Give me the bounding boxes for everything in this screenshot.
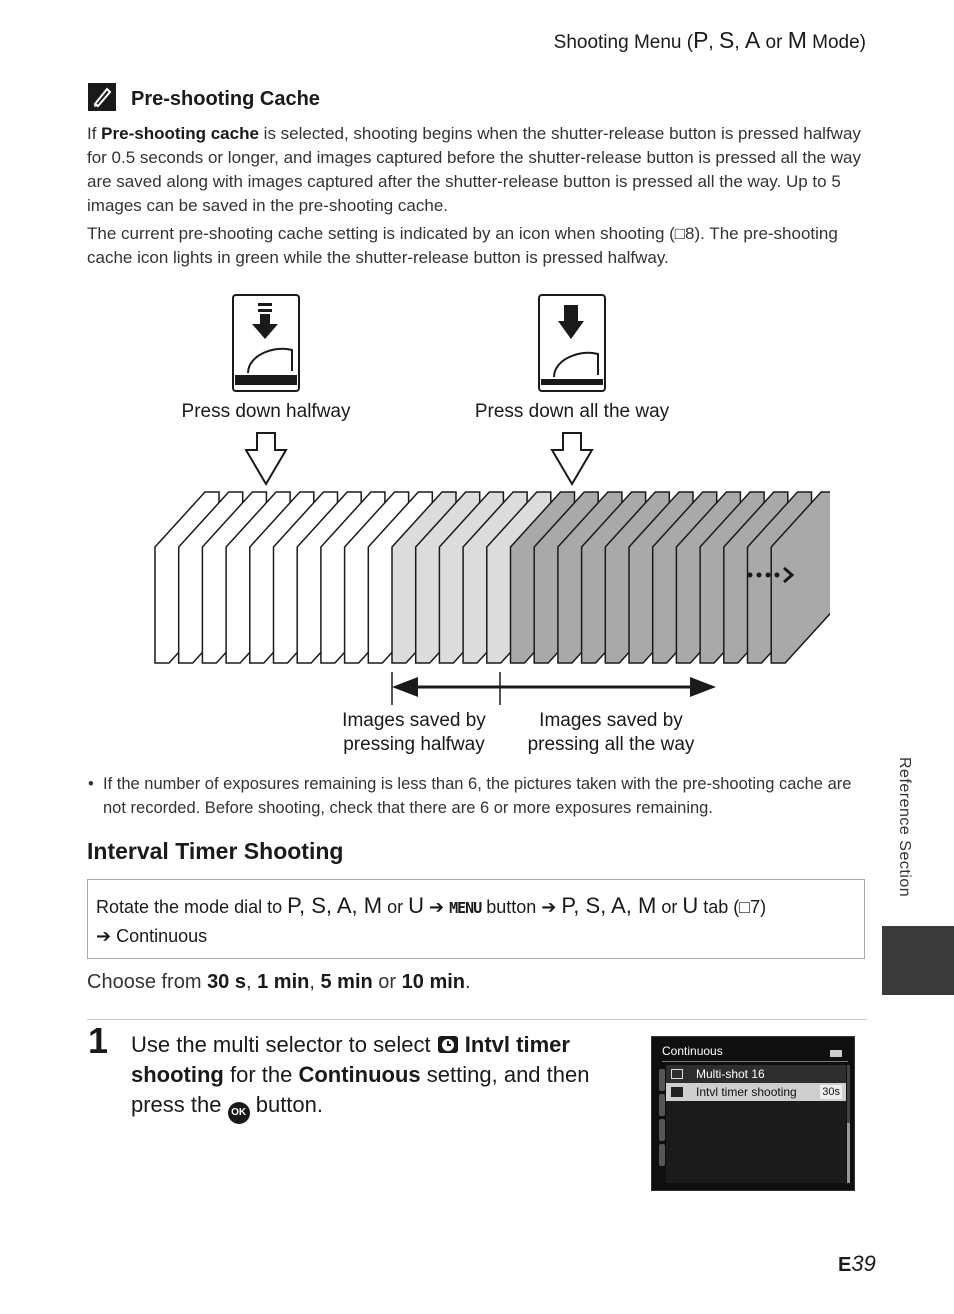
step-text-part: for the [223,1062,299,1087]
p1-bold: Pre-shooting cache [101,124,259,143]
bullet-text: If the number of exposures remaining is less than 6, the pictures taken with the pre-shooting cache are not recorded. Before shooting, check that there are 6 or more exposures remaining. [103,775,852,817]
page-number [838,1251,876,1277]
menu-path-text: ➔ Continuous [96,926,208,946]
header-suffix: Mode) [806,32,866,53]
screen-divider [662,1061,848,1062]
step-bold: Continuous [298,1062,421,1087]
step-text-part: setting, and then press the [131,1062,590,1117]
menu-item-value: 30s [822,1086,840,1098]
note-pencil-icon [88,83,116,111]
section-title: Interval Timer Shooting [87,838,344,864]
option-5min: 5 min [320,971,373,993]
ok-button-icon: OK [228,1102,250,1124]
label-saved-half-2: pressing halfway [343,734,485,755]
side-section-label: Reference Section [896,757,913,898]
label-press-halfway: Press down halfway [181,401,351,422]
battery-icon [830,1050,842,1057]
screen-tabs [659,1069,665,1169]
pre-shooting-diagram [140,285,830,765]
label-saved-all-1: Images saved by [539,710,683,731]
menu-item-multishot[interactable] [666,1065,846,1083]
menu-item-label: Multi-shot 16 [696,1067,765,1081]
step-number: 1 [88,1020,109,1061]
choose-options [87,971,471,994]
header-prefix: Shooting Menu ( [553,32,694,53]
arrow-glyph: ➔ [541,897,562,917]
page-number-value: 39 [851,1251,876,1276]
screen-title: Continuous [662,1044,723,1058]
mode-glyphs: P, S, A, M [287,893,383,918]
down-arrow-halfway [246,433,286,484]
menu-path-text: tab (□7) [698,897,767,917]
image-frames [155,492,830,663]
note-paragraph-2: The current pre-shooting cache setting is indicated by an icon when shooting (□8). The pre-shooting cache icon lights in green while the shutter-release button is pressed halfway. [87,224,838,267]
p1-rest: is selected, shooting begins when the shutter-release button is pressed halfway for 0.5 seconds or longer, and images captured before the shutter-release button is pressed all the way are saved along with images captured after the shutter-release button is pressed all the way. Up to 5 images can be saved in the pre-shooting cache. [87,124,861,215]
header-sep: , [734,32,745,53]
menu-path-text: Rotate the mode dial to [96,897,288,917]
option-10min: 10 min [401,971,466,993]
menu-button-icon: MENU [449,899,482,917]
menu-path-box [87,879,865,959]
option-1min: 1 min [257,971,310,993]
bullet-dot: • [88,775,94,793]
side-section-tab [882,926,954,995]
step-text-part: Use the multi selector to select [131,1032,437,1057]
step-text [131,1030,631,1124]
menu-or: or [382,897,409,917]
interval-timer-icon [671,1087,683,1097]
mode-u-glyph: U [408,893,425,918]
mode-a-glyph: A [744,27,761,53]
divider [87,1019,867,1020]
option-30s: 30 s [207,971,246,993]
down-arrow-allway [552,433,592,484]
header-sep: , [708,32,719,53]
label-saved-all-2: pressing all the way [527,734,695,755]
screen-panel [666,1101,846,1183]
choose-prefix: Choose from [87,971,208,993]
interval-timer-icon [437,1033,459,1055]
arrow-glyph: ➔ [424,897,450,917]
scrollbar [847,1065,850,1183]
menu-path-text: button [481,897,542,917]
label-press-allway: Press down all the way [474,401,670,422]
shutter-allway-icon [539,295,605,391]
mode-m-glyph: M [787,27,807,53]
menu-or: or [656,897,683,917]
sep: , [246,971,258,993]
note-title: Pre-shooting Cache [131,88,320,110]
step-text-part: button. [249,1092,323,1117]
sep: , [309,971,321,993]
sep: . [465,971,471,993]
note-paragraph-1 [87,122,877,218]
step-bold: Intvl timer shooting [131,1032,570,1087]
mode-p-glyph: P [693,27,709,53]
shutter-halfway-icon [233,295,299,391]
menu-item-label: Intvl timer shooting [696,1085,797,1099]
label-saved-half-1: Images saved by [342,710,486,731]
mode-u-glyph: U [682,893,699,918]
menu-item-intvl-timer[interactable] [666,1083,846,1101]
saved-range-arrow [392,672,716,705]
running-header [554,27,866,54]
sep: or [372,971,402,993]
p1-prefix: If [87,124,102,143]
mode-s-glyph: S [718,27,735,53]
e-section-icon: E [838,1254,852,1276]
multishot-icon [671,1069,683,1079]
header-or: or [760,32,788,53]
camera-screen [651,1036,855,1191]
mode-glyphs: P, S, A, M [561,893,657,918]
